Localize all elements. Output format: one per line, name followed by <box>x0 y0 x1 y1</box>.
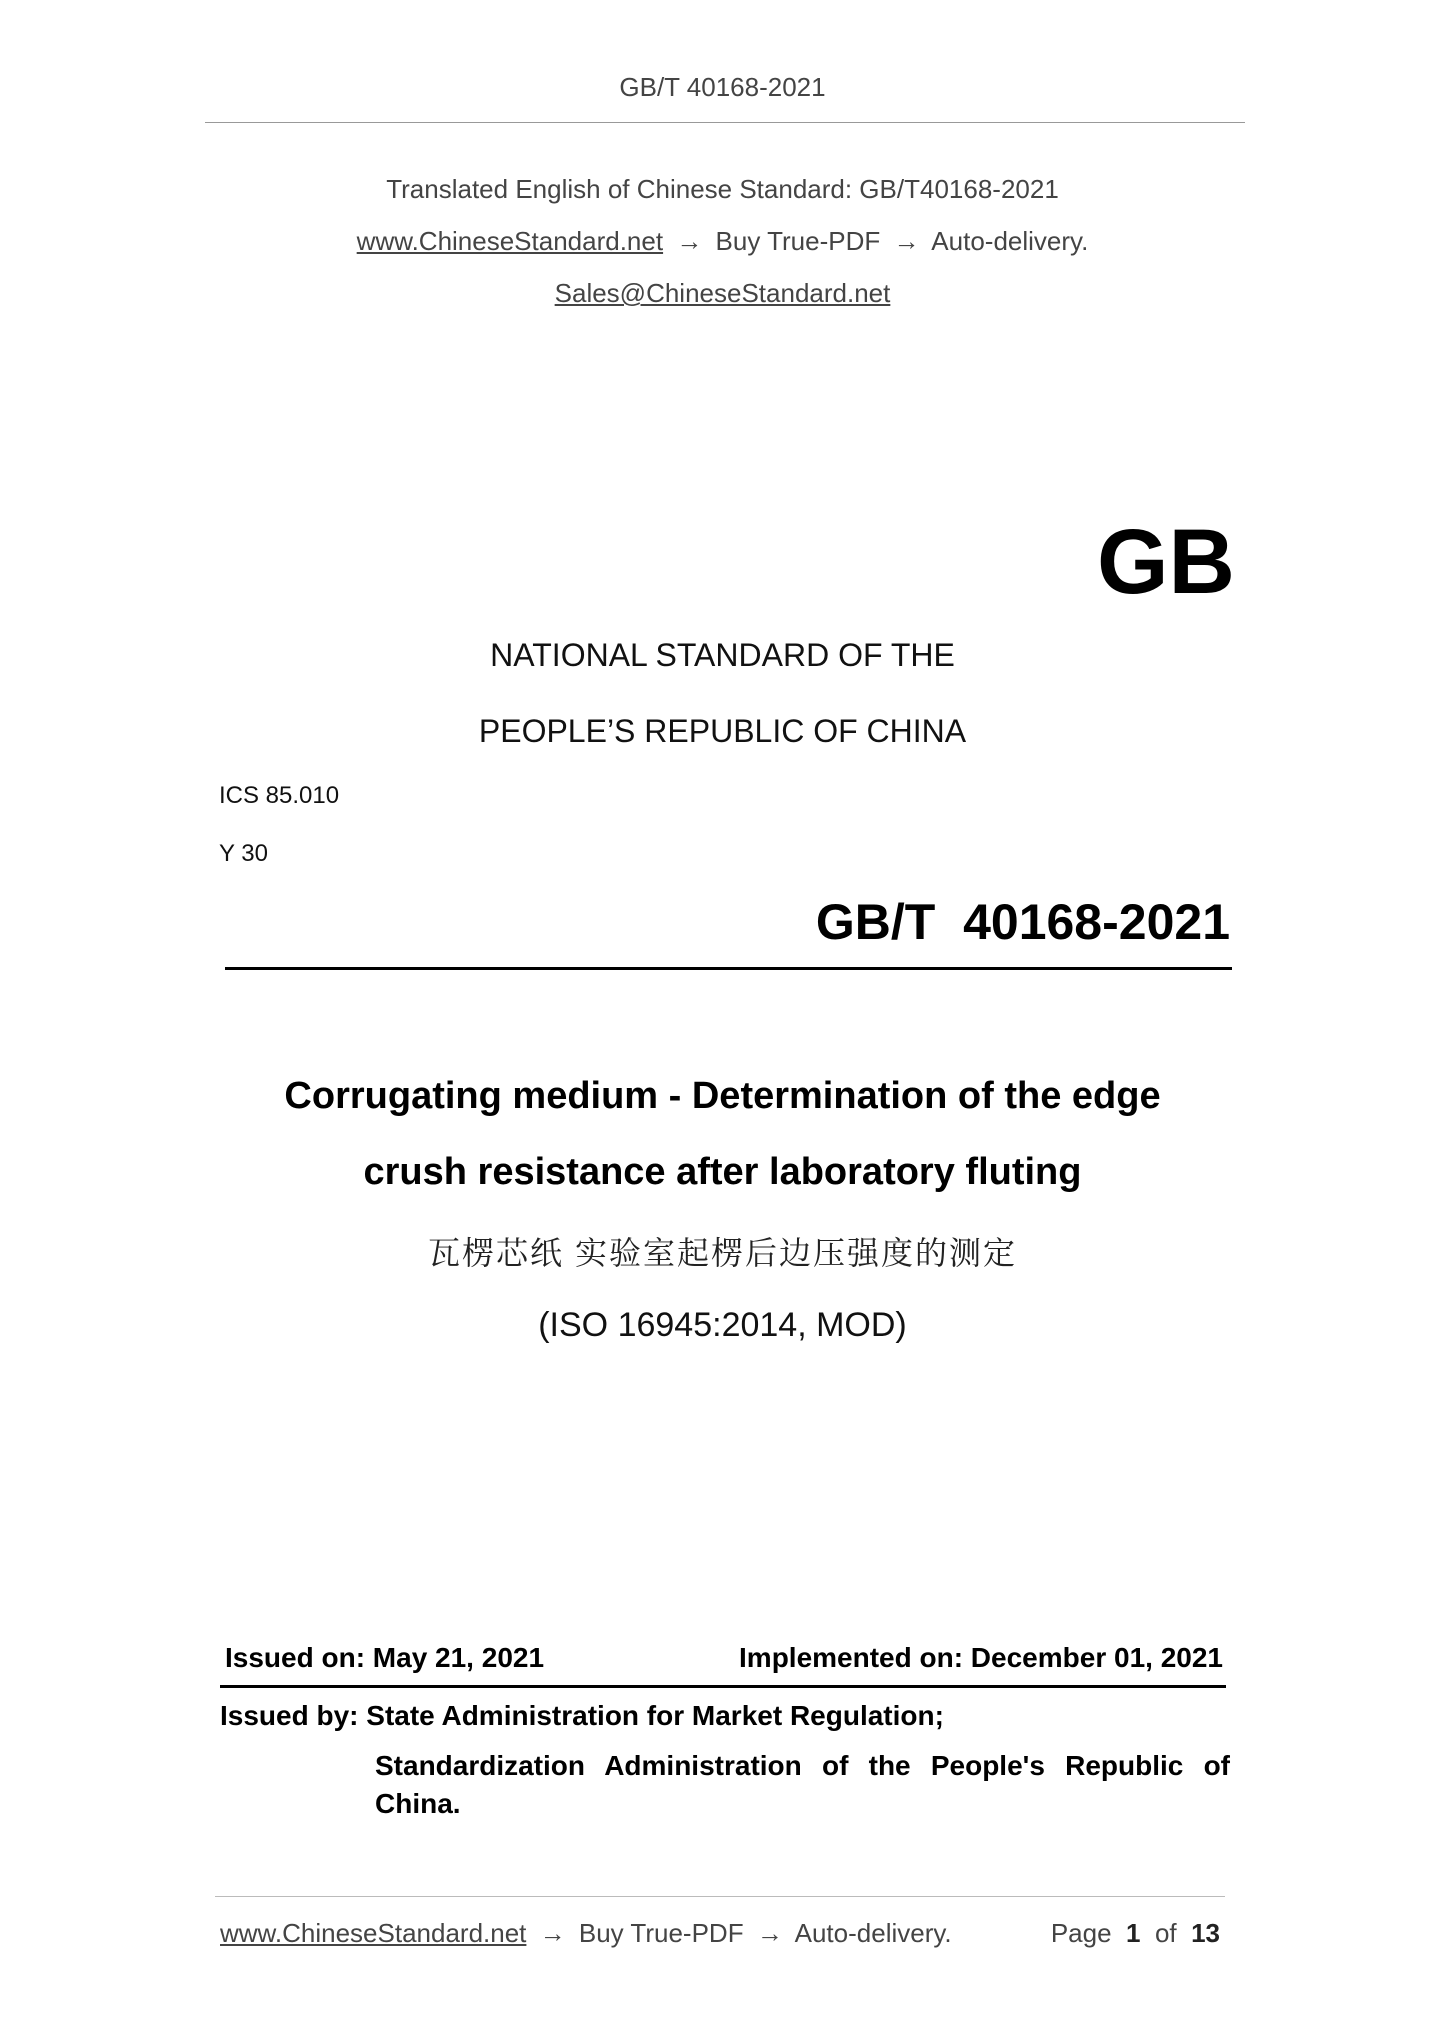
arrow-right-icon: → <box>676 226 703 256</box>
title-line1: Corrugating medium - Determination of the edge <box>284 1075 1161 1117</box>
chinese-title: 瓦楞芯纸 实验室起楞后边压强度的测定 <box>428 1235 1017 1271</box>
footer-buy-text: Buy True-PDF <box>578 1918 744 1948</box>
issued-by: Issued by: State Administration for Market Regulation; <box>220 1700 944 1731</box>
delivery-text: Auto-delivery. <box>931 226 1089 256</box>
dates-rule <box>220 1685 1226 1688</box>
ccs-code: Y 30 <box>219 840 268 867</box>
email-line <box>0 278 1445 309</box>
footer-promo <box>220 1918 952 1949</box>
footer-divider <box>215 1896 1225 1897</box>
page-number: 1 <box>1126 1918 1141 1948</box>
promo-line <box>0 226 1445 257</box>
running-header: GB/T 40168-2021 <box>619 72 826 102</box>
page-total: 13 <box>1191 1918 1220 1948</box>
arrow-right-icon: → <box>893 226 920 256</box>
footer-site-link[interactable]: www.ChineseStandard.net <box>220 1918 527 1948</box>
issued-by-continuation: Standardization Administration of the People's Republic of China. <box>375 1750 1230 1819</box>
header-divider <box>205 122 1245 123</box>
gb-mark: GB <box>1097 511 1235 613</box>
implemented-on: Implemented on: December 01, 2021 <box>739 1642 1223 1673</box>
issued-on: Issued on: May 21, 2021 <box>225 1642 545 1673</box>
arrow-right-icon: → <box>756 1918 783 1948</box>
buy-text: Buy True-PDF <box>715 226 881 256</box>
national-standard-line2: PEOPLE’S REPUBLIC OF CHINA <box>478 713 967 749</box>
of-word: of <box>1154 1918 1177 1948</box>
page-indicator <box>1051 1918 1220 1949</box>
title-line2: crush resistance after laboratory fluting <box>363 1151 1082 1193</box>
arrow-right-icon: → <box>539 1918 566 1948</box>
footer-delivery-text: Auto-delivery. <box>794 1918 952 1948</box>
site-link[interactable]: www.ChineseStandard.net <box>356 226 664 256</box>
ics-code: ICS 85.010 <box>219 782 340 809</box>
national-standard-line1: NATIONAL STANDARD OF THE <box>490 637 955 673</box>
standard-number-rule <box>225 967 1232 970</box>
iso-reference: (ISO 16945:2014, MOD) <box>538 1306 907 1344</box>
email-link[interactable]: Sales@ChineseStandard.net <box>554 278 891 308</box>
translation-notice: Translated English of Chinese Standard: GB/T40168-2021 <box>386 174 1059 204</box>
page-word: Page <box>1050 1918 1112 1948</box>
standard-number: GB/T 40168-2021 <box>815 894 1230 950</box>
